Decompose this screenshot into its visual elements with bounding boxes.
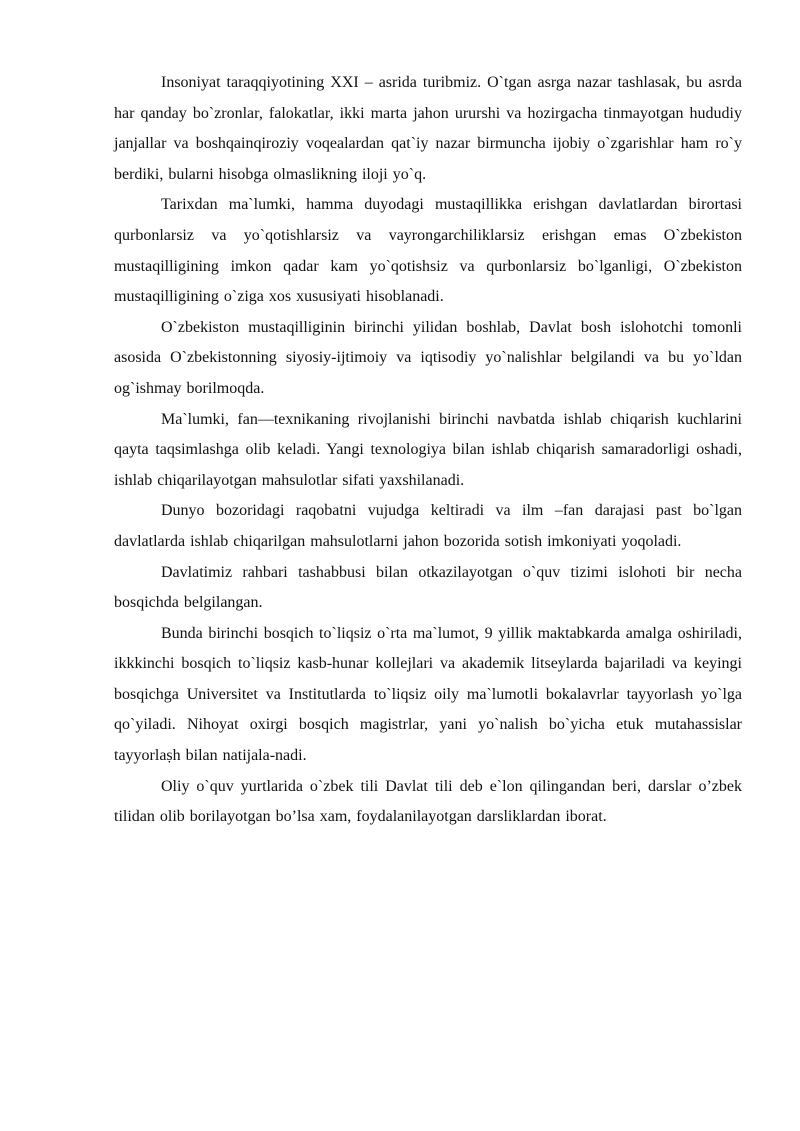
paragraph-1: Insoniyat taraqqiyotining XXI – asrida turibmiz. O`tgan asrga nazar tashlasak, bu asrda har qanday bo`zronlar, falokatlar, ikki marta jahon ururshі va hozirgacha tinmayotgan hududiy janjallar va boshqainqiroziy voqealardan qat`iy nazar birmuncha ijobiy o`zgarishlar ham ro`y berdiki, bularni hisobga olmaslikning iloji yo`q. [114, 74, 742, 183]
paragraph-7: Bunda birinchi bosqich to`liqsiz o`rta ma`lumot, 9 yillik maktabkarda amalga oshiriladi, ikkkinchi bosqich to`liqsiz kasb-hunar kollejlari va akademik litseylarda bajariladi va keyingi bosqichga Universitet va Institutlarda to`liqsiz oily ma`lumotli bokalavrlar tayyorlash yo`lga qo`yiladi. Nihoyat oxirgi bosqich magistrlar, yani yo`nalish bo`yicha etuk mutahassislar tayyorlaṣh bilan natijala-nadi. [114, 624, 742, 765]
document-page [114, 68, 742, 833]
paragraph-4: Ma`lumki, fan—texnikaning rivojlanishi birinchi navbatda ishlab chiqarish kuchlarini qayta taqsimlashga olib keladi. Yangi texnologiya bilan ishlab chiqarish samaradorligi oshadi, ishlab chiqarilayotgan mahsulotlar sifati yaxshilanadi. [114, 410, 742, 489]
paragraph-6: Davlatimiz rahbari tashabbusi bilan otkazilayotgan o`quv tizimi islohoti bir necha bosqichda belgilangan. [114, 563, 742, 612]
paragraph-2: Tarixdan ma`lumki, hamma duyodagi mustaqillikka erishgan davlatlardan birortasi qurbonlarsiz va yo`qotishlarsiz va vayrongarchiliklarsiz erishgan emas O`zbekiston mustaqilligining imkon qadar kam yo`qotishsiz va qurbonlarsiz bo`lganligi, O`zbekiston mustaqilligining o`ziga xos xususiyati hisoblanadi. [114, 196, 742, 306]
paragraph-8: Oliy o`quv yurtlarida o`zbek tili Davlat tili deb e`lon qilingandan beri, darslar o’zbek tilidan olib borilayotgan bo’lsa xam, foydalanilayotgan darsliklardan iborat. [114, 777, 742, 826]
paragraph-5: Dunyo bozoridagi raqobatni vujudga keltiradi va ilm –fan darajasi past bo`lgan davlatlarda ishlab chiqarilgan mahsulotlarni jahon bozorida sotish imkoniyati yoqoladi. [114, 502, 742, 550]
paragraph-3: O`zbekiston mustaqilliginin birinchi yilidan boshlab, Davlat bosh islohotchi tomonli asosida O`zbekistonning siyosiy-ijtimoiy va iqtisodiy yo`nalishlar belgilandi va bu yo`ldan og`ishmay borilmoqda. [114, 318, 742, 397]
